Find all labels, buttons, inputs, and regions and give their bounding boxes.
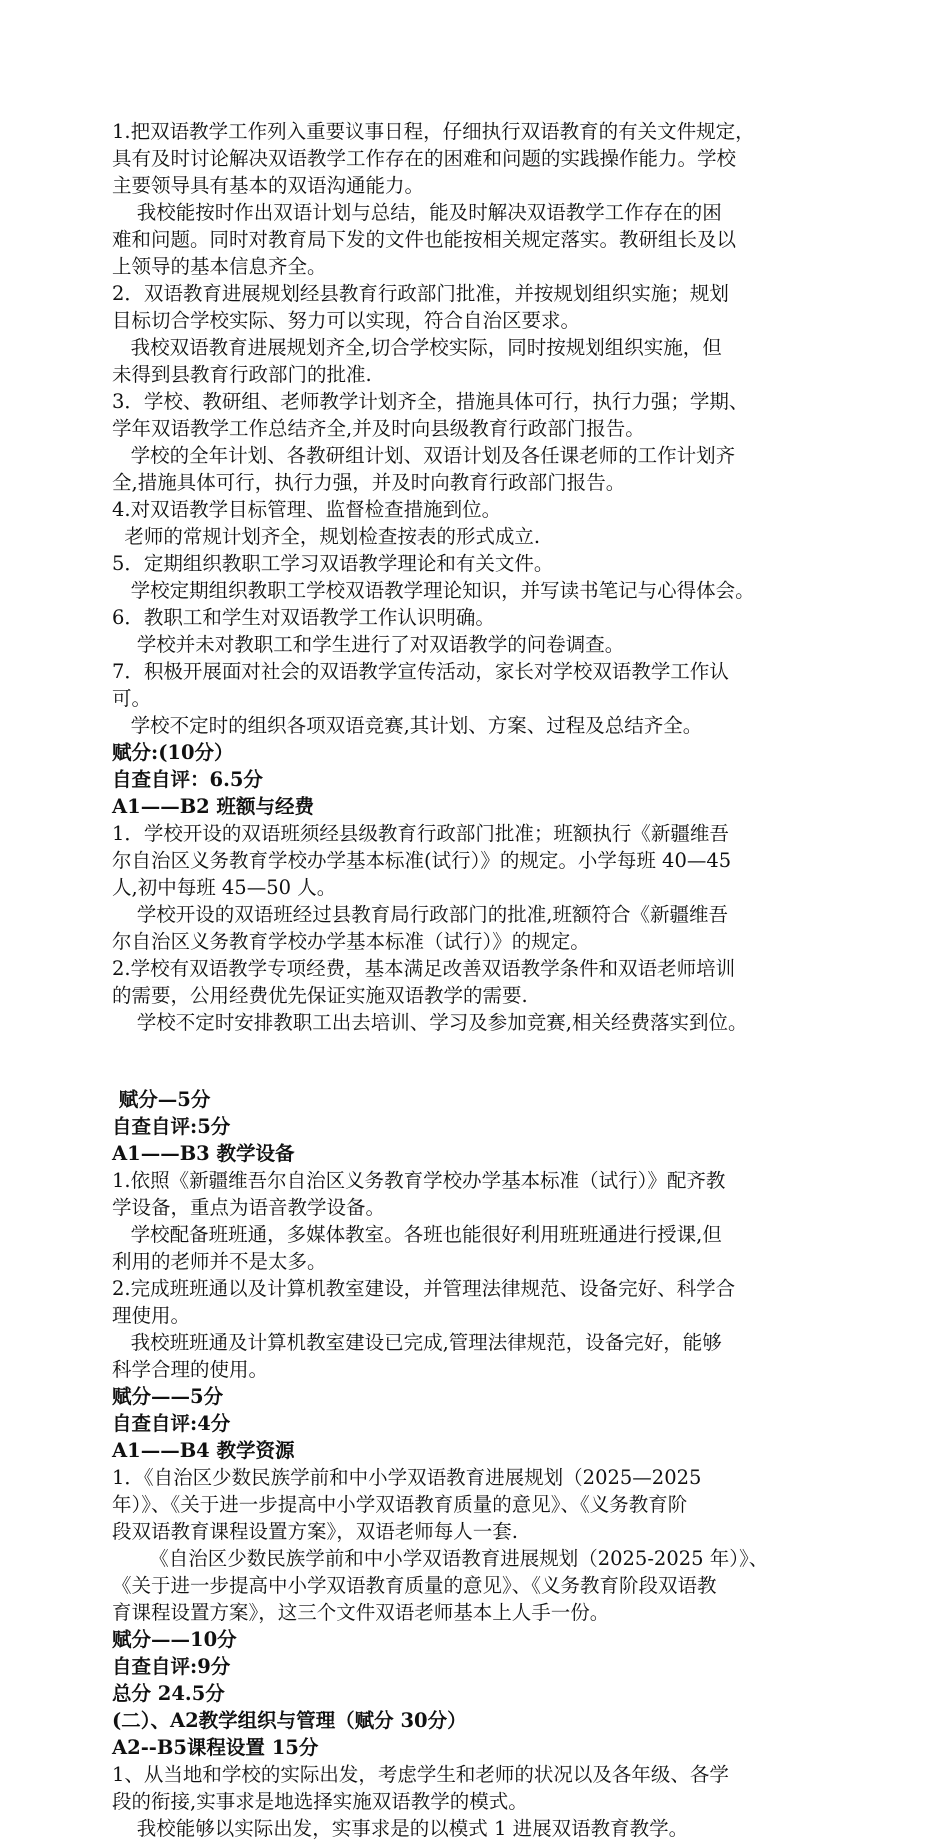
- text-line: 学年双语教学工作总结齐全,并及时向县级教育行政部门报告。: [112, 417, 645, 440]
- section-heading: 总分 24.5分: [112, 1682, 225, 1705]
- section-heading: A1——B2 班额与经费: [112, 795, 315, 818]
- section-heading: 赋分——5分: [112, 1385, 224, 1408]
- text-line: 我校能够以实际出发，实事求是的以模式 1 进展双语教育教学。: [112, 1817, 689, 1840]
- text-line: 科学合理的使用。: [112, 1358, 269, 1381]
- text-line: 段双语教育课程设置方案》，双语老师每人一套.: [112, 1520, 518, 1543]
- text-line: 的需要，公用经费优先保证实施双语教学的需要.: [112, 984, 528, 1007]
- text-line: 主要领导具有基本的双语沟通能力。: [112, 174, 425, 197]
- text-line: 我校能按时作出双语计划与总结，能及时解决双语教学工作存在的困: [112, 201, 722, 224]
- text-line: 1．《自治区少数民族学前和中小学双语教育进展规划（2025—2025: [112, 1466, 702, 1489]
- text-line: 学校并未对教职工和学生进行了对双语教学的问卷调查。: [112, 633, 625, 656]
- text-line: 学校定期组织教职工学校双语教学理论知识，并写读书笔记与心得体会。: [112, 579, 755, 602]
- text-line: 年）》、《关于进一步提高中小学双语教育质量的意见》、《义务教育阶: [112, 1493, 688, 1516]
- text-line: 我校双语教育进展规划齐全,切合学校实际，同时按规划组织实施，但: [112, 336, 722, 359]
- text-line: 老师的常规计划齐全，规划检查按表的形式成立.: [112, 525, 541, 548]
- section-heading: 自查自评:5分: [112, 1115, 231, 1138]
- blank-line: [112, 1052, 848, 1070]
- text-line: 2.学校有双语教学专项经费，基本满足改善双语教学条件和双语老师培训: [112, 957, 736, 980]
- section-heading: 自查自评：6.5分: [112, 768, 263, 791]
- text-line: 利用的老师并不是太多。: [112, 1250, 327, 1273]
- text-line: 育课程设置方案》，这三个文件双语老师基本上人手一份。: [112, 1601, 610, 1624]
- text-line: 7．积极开展面对社会的双语教学宣传活动，家长对学校双语教学工作认: [112, 660, 729, 683]
- text-line: 《自治区少数民族学前和中小学双语教育进展规划（2025-2025 年）》、: [112, 1547, 769, 1570]
- section-heading: 赋分——10分: [112, 1628, 237, 1651]
- text-line: 理使用。: [112, 1304, 191, 1327]
- text-line: 段的衔接,实事求是地选择实施双语教学的模式。: [112, 1790, 528, 1813]
- document-body: [112, 118, 848, 1842]
- text-line: 4.对双语教学目标管理、监督检查措施到位。: [112, 498, 502, 521]
- text-line: 5．定期组织教职工学习双语教学理论和有关文件。: [112, 552, 554, 575]
- text-line: 学校不定时安排教职工出去培训、学习及参加竞赛,相关经费落实到位。: [112, 1011, 748, 1034]
- section-heading: 自查自评:4分: [112, 1412, 231, 1435]
- text-line: 上领导的基本信息齐全。: [112, 255, 327, 278]
- text-line: 尔自治区义务教育学校办学基本标准（试行）》的规定。: [112, 930, 590, 953]
- text-line: 3．学校、教研组、老师教学计划齐全，措施具体可行，执行力强；学期、: [112, 390, 749, 413]
- section-heading: (二）、A2教学组织与管理（赋分 30分）: [112, 1709, 467, 1732]
- section-heading: A1——B3 教学设备: [112, 1142, 295, 1165]
- section-heading: 自查自评:9分: [112, 1655, 231, 1678]
- text-line: 《关于进一步提高中小学双语教育质量的意见》、《义务教育阶段双语教: [112, 1574, 717, 1597]
- section-heading: 赋分:(10分）: [112, 741, 234, 764]
- text-line: 人,初中每班 45—50 人。: [112, 876, 337, 899]
- text-line: 2.完成班班通以及计算机教室建设，并管理法律规范、设备完好、科学合: [112, 1277, 736, 1300]
- text-line: 可。: [112, 687, 152, 710]
- section-heading: 赋分—5分: [112, 1088, 211, 1111]
- text-line: 具有及时讨论解决双语教学工作存在的困难和问题的实践操作能力。学校: [112, 147, 737, 170]
- text-line: 学校配备班班通，多媒体教室。各班也能很好利用班班通进行授课,但: [112, 1223, 722, 1246]
- text-line: 6．教职工和学生对双语教学工作认识明确。: [112, 606, 495, 629]
- text-line: 学设备，重点为语音教学设备。: [112, 1196, 386, 1219]
- text-line: 全,措施具体可行，执行力强，并及时向教育行政部门报告。: [112, 471, 626, 494]
- text-line: 1.依照《新疆维吾尔自治区义务教育学校办学基本标准（试行）》配齐教: [112, 1169, 726, 1192]
- text-line: 未得到县教育行政部门的批准.: [112, 363, 372, 386]
- text-line: 1.把双语教学工作列入重要议事日程，仔细执行双语教育的有关文件规定，: [112, 120, 755, 143]
- section-heading: A1——B4 教学资源: [112, 1439, 295, 1462]
- text-line: 学校开设的双语班经过县教育局行政部门的批准,班额符合《新疆维吾: [112, 903, 728, 926]
- text-line: 尔自治区义务教育学校办学基本标准(试行）》的规定。小学每班 40—45: [112, 849, 732, 872]
- text-line: 2．双语教育进展规划经县教育行政部门批准，并按规划组织实施；规划: [112, 282, 729, 305]
- text-line: 我校班班通及计算机教室建设已完成,管理法律规范，设备完好，能够: [112, 1331, 722, 1354]
- text-line: 难和问题。同时对教育局下发的文件也能按相关规定落实。教研组长及以: [112, 228, 737, 251]
- text-line: 学校不定时的组织各项双语竞赛,其计划、方案、过程及总结齐全。: [112, 714, 703, 737]
- text-line: 学校的全年计划、各教研组计划、双语计划及各任课老师的工作计划齐: [112, 444, 736, 467]
- text-line: 1、从当地和学校的实际出发，考虑学生和老师的状况以及各年级、各学: [112, 1763, 729, 1786]
- text-line: 1．学校开设的双语班须经县级教育行政部门批准；班额执行《新疆维吾: [112, 822, 729, 845]
- text-line: 目标切合学校实际、努力可以实现，符合自治区要求。: [112, 309, 581, 332]
- section-heading: A2--B5课程设置 15分: [112, 1736, 319, 1759]
